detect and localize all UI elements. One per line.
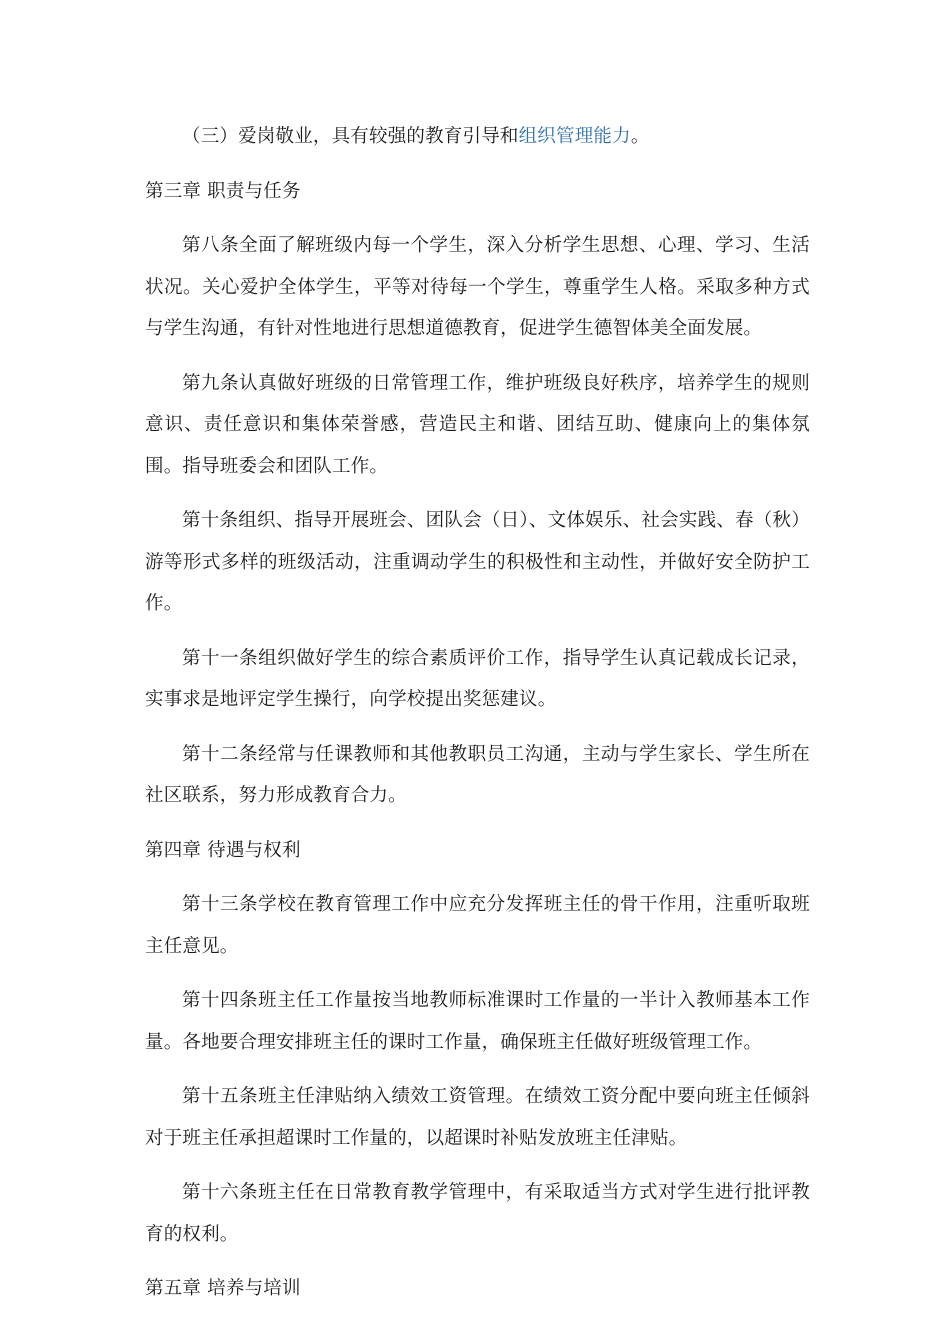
article-10: 第十条组织、指导开展班会、团队会（日）、文体娱乐、社会实践、春（秋）游等形式多样的班级活动，注重调动学生的积极性和主动性，并做好安全防护工作。 [145, 510, 810, 614]
chapter-3-heading: 第三章 职责与任务 [145, 180, 301, 202]
intro-end: 。 [630, 126, 650, 147]
article-15: 第十五条班主任津贴纳入绩效工资管理。在绩效工资分配中要向班主任倾斜对于班主任承担超课时工作量的，以超课时补贴发放班主任津贴。 [145, 1086, 810, 1149]
article-11: 第十一条组织做好学生的综合素质评价工作，指导学生认真记载成长记录，实事求是地评定学生操行，向学校提出奖惩建议。 [145, 647, 810, 710]
article-13: 第十三条学校在教育管理工作中应充分发挥班主任的骨干作用，注重听取班主任意见。 [145, 894, 810, 957]
article-14: 第十四条班主任工作量按当地教师标准课时工作量的一半计入教师基本工作量。各地要合理安排班主任的课时工作量，确保班主任做好班级管理工作。 [145, 990, 810, 1053]
document-body [145, 116, 810, 1323]
chapter-5-heading: 第五章 培养与培训 [145, 1278, 301, 1299]
article-8: 第八条全面了解班级内每一个学生，深入分析学生思想、心理、学习、生活状况。关心爱护全体学生，平等对待每一个学生，尊重学生人格。采取多种方式与学生沟通，有针对性地进行思想道德教育，促进学生德智体美全面发展。 [145, 235, 810, 339]
article-12: 第十二条经常与任课教师和其他教职员工沟通，主动与学生家长、学生所在社区联系，努力形成教育合力。 [145, 743, 810, 806]
intro-paragraph [145, 116, 810, 158]
intro-text: （三）爱岗敬业，具有较强的教育引导和 [182, 126, 519, 147]
article-16: 第十六条班主任在日常教育教学管理中，有采取适当方式对学生进行批评教育的权利。 [145, 1182, 810, 1245]
chapter-4-heading: 第四章 待遇与权利 [145, 839, 301, 861]
article-9: 第九条认真做好班级的日常管理工作，维护班级良好秩序，培养学生的规则意识、责任意识和集体荣誉感，营造民主和谐、团结互助、健康向上的集体氛围。指导班委会和团队工作。 [145, 372, 810, 477]
organization-management-link[interactable]: 组织管理能力 [518, 126, 631, 147]
